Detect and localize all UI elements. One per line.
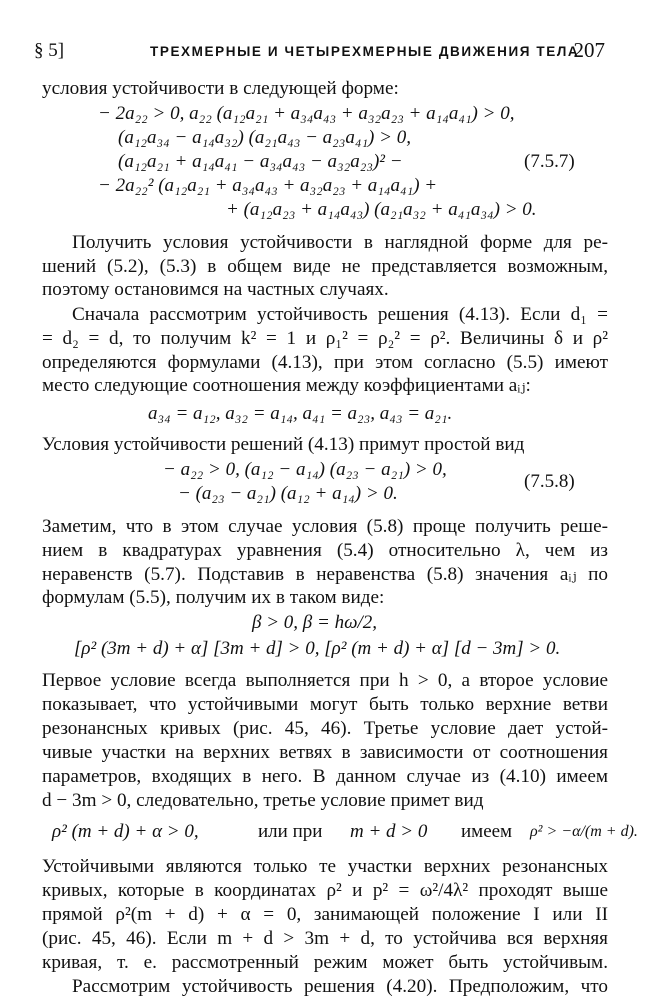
text-line: формулам (5.5), получим их в таком виде: <box>42 587 385 608</box>
text-line: резонансных кривых (рис. 45, 46). Третье условие дает устой- <box>42 718 608 739</box>
text-line: параметров, входящих в него. В данном случае из (4.10) имеем <box>42 766 608 787</box>
text-line: кривых, которые в координатах ρ² и p² = ω²/4λ² проходят выше <box>42 880 608 901</box>
text-line: = d₂ = d, то получим k² = 1 и ρ₁² = ρ₂² = ρ². Величины δ и ρ² <box>42 328 608 349</box>
text-line: неравенств (5.7). Подставив в неравенства (5.8) значения aᵢⱼ по <box>42 564 608 585</box>
equation-line: − 2a₂₂² (a₁₂a₂₁ + a₃₄a₄₃ + a₃₂a₂₃ + a₁₄a₄₁) + <box>98 175 438 196</box>
equation-line: (a₁₂a₃₄ − a₁₄a₃₂) (a₂₁a₄₃ − a₂₃a₄₁) > 0, <box>118 127 411 148</box>
text-line: Сначала рассмотрим устойчивость решения (4.13). Если d₁ = <box>72 304 608 325</box>
text-line: шений (5.2), (5.3) в общем виде не представляется возможным, <box>42 256 608 277</box>
text-line: Устойчивыми являются только те участки верхних резонансных <box>42 856 608 877</box>
equation-line: (a₁₂a₂₁ + a₁₄a₄₁ − a₃₄a₄₃ − a₃₂a₂₃)² − <box>118 151 403 172</box>
equation-line: − (a₂₃ − a₂₁) (a₁₂ + a₁₄) > 0. <box>178 483 398 504</box>
text-line: поэтому остановимся на частных случаях. <box>42 279 389 300</box>
equation-text: имеем <box>461 821 513 842</box>
text-line: прямой ρ²(m + d) + α = 0, занимающей положение I или II <box>42 904 608 925</box>
text-line: показывает, что устойчивыми могут быть только верхние ветви <box>42 694 608 715</box>
equation-line: [ρ² (3m + d) + α] [3m + d] > 0, [ρ² (m + d) + α] [d − 3m] > 0. <box>74 638 561 659</box>
text-line: чивые участки на верхних ветвях в зависимости от соотношения <box>42 742 608 763</box>
text-line: Условия устойчивости решений (4.13) примут простой вид <box>42 434 525 455</box>
text-line: d − 3m > 0, следовательно, третье условие примет вид <box>42 790 484 811</box>
page-number: 207 <box>573 38 605 62</box>
equation-number: (7.5.7) <box>524 151 575 172</box>
section-mark: § 5] <box>34 40 65 61</box>
text-line: (рис. 45, 46). Если m + d > 3m + d, то устойчива вся верхняя <box>42 928 608 949</box>
text-line: кривая, т. е. рассмотренный режим может быть устойчивым. <box>42 952 608 973</box>
equation-line: ρ² (m + d) + α > 0, <box>52 821 199 842</box>
chapter-title: ТРЕХМЕРНЫЕ И ЧЕТЫРЕХМЕРНЫЕ ДВИЖЕНИЯ ТЕЛА <box>150 44 580 59</box>
text-line: Заметим, что в этом случае условия (5.8) проще получить реше- <box>42 516 608 537</box>
text-line: Получить условия устойчивости в наглядной форме для ре- <box>72 232 608 253</box>
equation-text: или при <box>258 821 323 842</box>
equation-line: a₃₄ = a₁₂, a₃₂ = a₁₄, a₄₁ = a₂₃, a₄₃ = a₂₁. <box>148 403 453 424</box>
equation-line: − 2a₂₂ > 0, a₂₂ (a₁₂a₂₁ + a₃₄a₄₃ + a₃₂a₂₃ + a₁₄a₄₁) > 0, <box>98 103 515 124</box>
equation-line: + (a₁₂a₂₃ + a₁₄a₄₃) (a₂₁a₃₂ + a₄₁a₃₄) > 0. <box>226 199 537 220</box>
text-line: определяются формулами (4.13), при этом согласно (5.5) имеют <box>42 352 608 373</box>
text-line: Первое условие всегда выполняется при h > 0, а второе условие <box>42 670 608 691</box>
equation-line: m + d > 0 <box>350 821 428 842</box>
equation-line: ρ² > −α/(m + d). <box>530 823 638 840</box>
text-line: нием в квадратурах уравнения (5.4) относительно λ, чем из <box>42 540 608 561</box>
running-header <box>0 40 651 66</box>
text-line: условия устойчивости в следующей форме: <box>42 78 399 99</box>
equation-line: − a₂₂ > 0, (a₁₂ − a₁₄) (a₂₃ − a₂₁) > 0, <box>163 459 447 480</box>
equation-number: (7.5.8) <box>524 471 575 492</box>
text-line: Рассмотрим устойчивость решения (4.20). Предположим, что <box>72 976 608 997</box>
text-line: место следующие соотношения между коэффициентами aᵢⱼ: <box>42 375 531 396</box>
equation-line: β > 0, β = hω/2, <box>252 612 378 633</box>
